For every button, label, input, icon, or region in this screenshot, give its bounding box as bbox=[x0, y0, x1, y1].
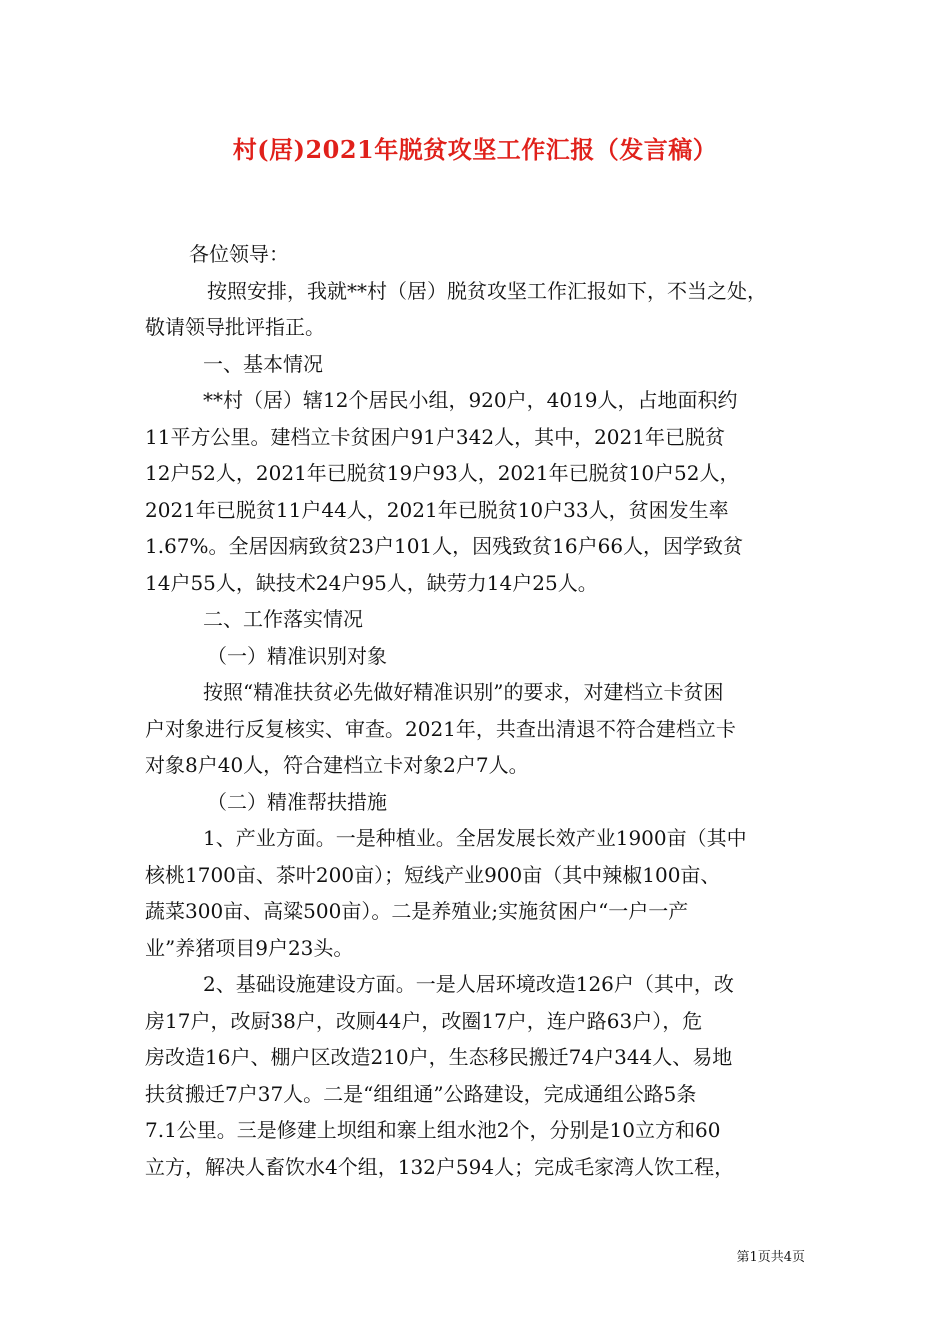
paragraph-line: 12户52人，2021年已脱贫19户93人，2021年已脱贫10户52人， bbox=[145, 461, 740, 485]
paragraph-line: 扶贫搬迁7户37人。二是“组组通”公路建设，完成通组公路5条 bbox=[145, 1081, 697, 1106]
paragraph-line: 按照“精准扶贫必先做好精准识别”的要求，对建档立卡贫困 bbox=[203, 680, 724, 704]
subsection-heading: （一）精准识别对象 bbox=[207, 643, 387, 668]
paragraph-line: 核桃1700亩、茶叶200亩）；短线产业900亩（其中辣椒100亩、 bbox=[145, 862, 721, 887]
section-heading: 二、工作落实情况 bbox=[203, 607, 363, 631]
section-heading: 一、基本情况 bbox=[203, 351, 323, 376]
paragraph-line: 2、基础设施建设方面。一是人居环境改造126户（其中，改 bbox=[203, 972, 734, 996]
paragraph-line: 对象8户40人，符合建档立卡对象2户7人。 bbox=[145, 753, 529, 777]
paragraph-line: **村（居）辖12个居民小组，920户，4019人，占地面积约 bbox=[203, 388, 738, 412]
paragraph-line: 按照安排，我就**村（居）脱贫攻坚工作汇报如下，不当之处， bbox=[207, 278, 767, 303]
document-title: 村(居)2021年脱贫攻坚工作汇报（发言稿） bbox=[232, 135, 718, 164]
paragraph-line: 房改造16户、棚户区改造210户，生态移民搬迁74户344人、易地 bbox=[145, 1045, 733, 1069]
paragraph-line: 7.1公里。三是修建上坝组和寨上组水池2个，分别是10立方和60 bbox=[145, 1118, 721, 1142]
paragraph-line: 立方，解决人畜饮水4个组，132户594人；完成毛家湾人饮工程， bbox=[145, 1154, 735, 1179]
paragraph-line: 蔬菜300亩、高粱500亩）。二是养殖业;实施贫困户“一户一产 bbox=[145, 899, 689, 923]
subsection-heading: （二）精准帮扶措施 bbox=[207, 789, 387, 814]
greeting-line: 各位领导： bbox=[189, 242, 289, 266]
paragraph-line: 户对象进行反复核实、审查。2021年，共查出清退不符合建档立卡 bbox=[145, 716, 736, 741]
document-body bbox=[145, 236, 810, 1185]
paragraph-line: 1.67%。全居因病致贫23户101人，因残致贫16户66人，因学致贫 bbox=[145, 534, 744, 558]
paragraph-line: 业”养猪项目9户23头。 bbox=[145, 935, 354, 960]
paragraph-line: 2021年已脱贫11户44人，2021年已脱贫10户33人，贫困发生率 bbox=[145, 497, 729, 522]
paragraph-line: 11平方公里。建档立卡贫困户91户342人，其中，2021年已脱贫 bbox=[145, 424, 725, 449]
paragraph-line: 敬请领导批评指正。 bbox=[145, 315, 325, 339]
paragraph-line: 房17户，改厨38户，改厕44户，改圈17户，连户路63户），危 bbox=[145, 1008, 703, 1033]
paragraph-line: 1、产业方面。一是种植业。全居发展长效产业1900亩（其中 bbox=[203, 826, 747, 850]
page-number: 第1页共4页 bbox=[736, 1250, 805, 1265]
paragraph-line: 14户55人，缺技术24户95人，缺劳力14户25人。 bbox=[145, 570, 598, 595]
